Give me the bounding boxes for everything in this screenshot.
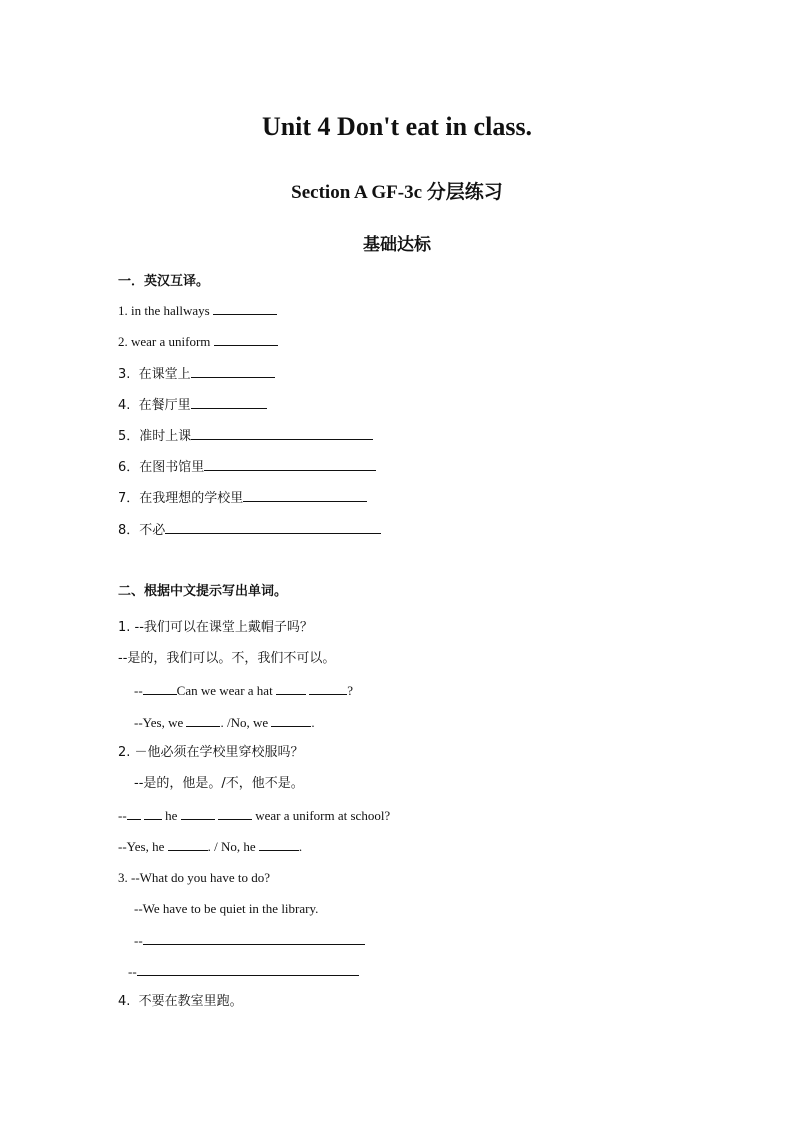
answer-blank[interactable] — [271, 714, 311, 727]
answer-blank[interactable] — [191, 365, 275, 378]
translate-item-3 — [118, 365, 275, 383]
answer-blank[interactable] — [191, 427, 373, 440]
item-text: 1. in the hallways — [118, 303, 210, 318]
q2-prompt-question: 2. －他必须在学校里穿校服吗？ — [118, 745, 304, 760]
part1-heading: 一．英汉互译。 — [118, 274, 210, 289]
level-heading: 基础达标 — [363, 235, 431, 255]
answer-blank[interactable] — [165, 521, 381, 534]
translate-item-8 — [118, 521, 381, 539]
translate-item-6 — [118, 458, 376, 476]
answer-blank[interactable] — [259, 838, 299, 851]
punctuation: . — [311, 715, 315, 730]
translate-item-7 — [118, 489, 367, 507]
punctuation: . — [298, 839, 303, 854]
item-text: 5．准时上课 — [118, 429, 192, 444]
q3-prompt-answer: --We have to be quiet in the library. — [134, 901, 319, 916]
answer-blank[interactable] — [186, 714, 220, 727]
item-text: 8．不必 — [118, 523, 166, 538]
q2-line-answer — [118, 838, 302, 855]
translate-item-2 — [118, 333, 278, 350]
punctuation: ? — [347, 683, 353, 698]
answer-blank[interactable] — [144, 807, 162, 820]
item-text: 7．在我理想的学校里 — [118, 491, 244, 506]
item-text: 4. 在餐厅里 — [118, 398, 191, 413]
dash: -- — [134, 683, 143, 698]
dash: -- — [128, 964, 137, 979]
part2-heading: 二、根据中文提示写出单词。 — [118, 584, 288, 599]
answer-blank[interactable] — [204, 458, 376, 471]
dash: -- — [118, 808, 127, 823]
q1-prompt-question: 1. --我们可以在课堂上戴帽子吗？ — [118, 620, 313, 635]
q3-prompt-question: 3. --What do you have to do? — [118, 870, 270, 885]
answer-blank[interactable] — [181, 807, 215, 820]
q3-line-1 — [134, 932, 365, 949]
sentence-text: Can we wear a hat — [176, 683, 273, 698]
answer-blank[interactable] — [213, 302, 277, 315]
answer-blank[interactable] — [127, 807, 141, 820]
answer-blank[interactable] — [309, 682, 347, 695]
sentence-text: . / No, he — [207, 839, 256, 854]
translate-item-1 — [118, 302, 277, 319]
sentence-text: . /No, we — [220, 715, 269, 730]
dash: -- — [134, 933, 143, 948]
item-text: 6．在图书馆里 — [118, 460, 205, 475]
item-text: 2. wear a uniform — [118, 334, 211, 349]
q2-line-question — [118, 807, 390, 824]
q1-prompt-answer: --是的，我们可以。不，我们不可以。 — [118, 651, 336, 666]
answer-blank[interactable] — [191, 396, 267, 409]
answer-blank[interactable] — [214, 333, 278, 346]
answer-blank[interactable] — [276, 682, 306, 695]
answer-blank[interactable] — [168, 838, 208, 851]
q1-line-answer — [134, 714, 315, 731]
q2-prompt-answer: --是的，他是。/不，他不是。 — [134, 776, 304, 791]
q3-line-2 — [128, 963, 359, 980]
sentence-text: wear a uniform at school? — [255, 808, 391, 823]
answer-blank[interactable] — [137, 963, 359, 976]
sentence-text: he — [165, 808, 178, 823]
sentence-text: --Yes, he — [118, 839, 165, 854]
answer-blank[interactable] — [143, 932, 365, 945]
section-subtitle: Section A GF-3c 分层练习 — [291, 182, 503, 203]
answer-blank[interactable] — [243, 489, 367, 502]
item-text: 3. 在课堂上 — [118, 367, 191, 382]
q4-prompt: 4. 不要在教室里跑。 — [118, 994, 243, 1009]
translate-item-5 — [118, 427, 373, 445]
q1-line-question — [134, 682, 353, 699]
sentence-text: --Yes, we — [134, 715, 184, 730]
answer-blank[interactable] — [143, 682, 177, 695]
translate-item-4 — [118, 396, 267, 414]
unit-title: Unit 4 Don't eat in class. — [261, 112, 533, 141]
answer-blank[interactable] — [218, 807, 252, 820]
